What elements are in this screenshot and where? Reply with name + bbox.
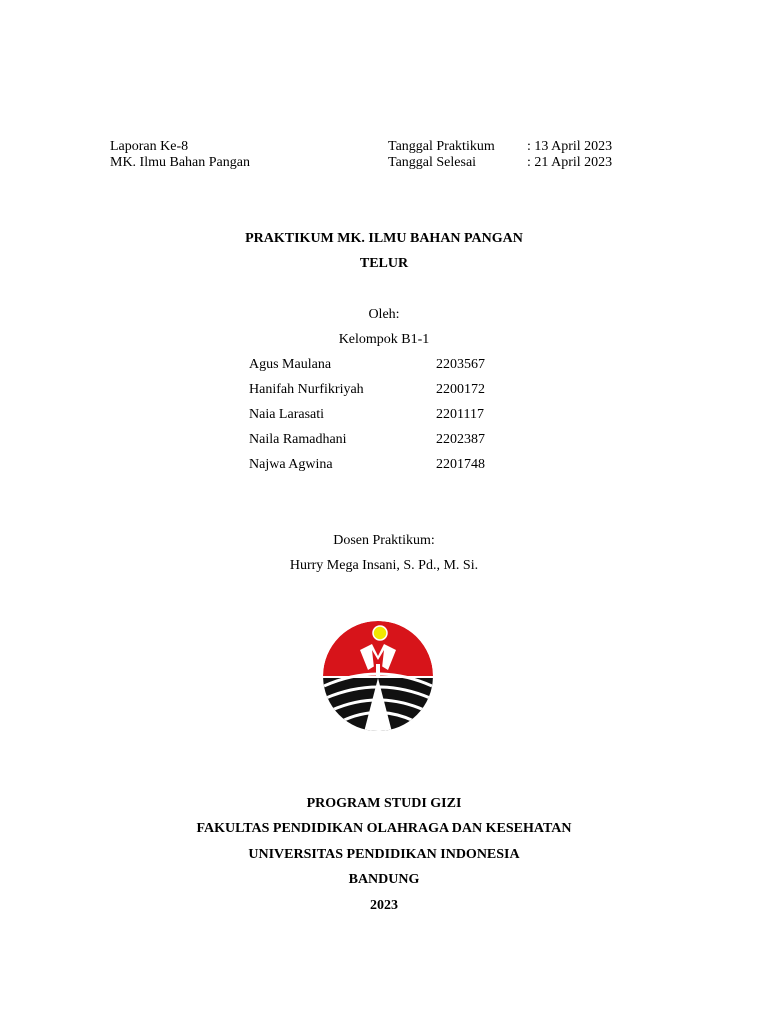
member-id: 2203567 (436, 357, 485, 372)
finish-date-value: : 21 April 2023 (527, 155, 613, 170)
practicum-date-label: Tanggal Praktikum (388, 139, 495, 154)
report-year: 2023 (370, 898, 398, 913)
member-name: Hanifah Nurfikriyah (249, 382, 364, 397)
faculty-name: FAKULTAS PENDIDIKAN OLAHRAGA DAN KESEHATAN (196, 821, 572, 836)
member-name: Naila Ramadhani (249, 432, 347, 447)
course-name: MK. Ilmu Bahan Pangan (110, 155, 250, 170)
member-name: Najwa Agwina (249, 457, 333, 472)
report-subtitle: TELUR (359, 256, 409, 271)
member-id: 2201748 (436, 457, 485, 472)
by-label: Oleh: (368, 307, 400, 322)
member-name: Naia Larasati (249, 407, 325, 422)
lecturer-name: Hurry Mega Insani, S. Pd., M. Si. (289, 558, 479, 573)
group-name: Kelompok B1-1 (338, 332, 430, 347)
city-name: BANDUNG (348, 872, 420, 887)
upi-university-logo-icon (322, 620, 434, 732)
member-name: Agus Maulana (249, 357, 332, 372)
member-id: 2201117 (436, 407, 484, 422)
university-name: UNIVERSITAS PENDIDIKAN INDONESIA (248, 847, 520, 862)
practicum-date-value: : 13 April 2023 (527, 139, 613, 154)
program-name: PROGRAM STUDI GIZI (306, 796, 462, 811)
lecturer-label: Dosen Praktikum: (333, 533, 435, 548)
finish-date-label: Tanggal Selesai (388, 155, 477, 170)
report-title: PRAKTIKUM MK. ILMU BAHAN PANGAN (245, 231, 523, 246)
report-number: Laporan Ke-8 (110, 139, 189, 154)
member-id: 2200172 (436, 382, 485, 397)
member-id: 2202387 (436, 432, 485, 447)
